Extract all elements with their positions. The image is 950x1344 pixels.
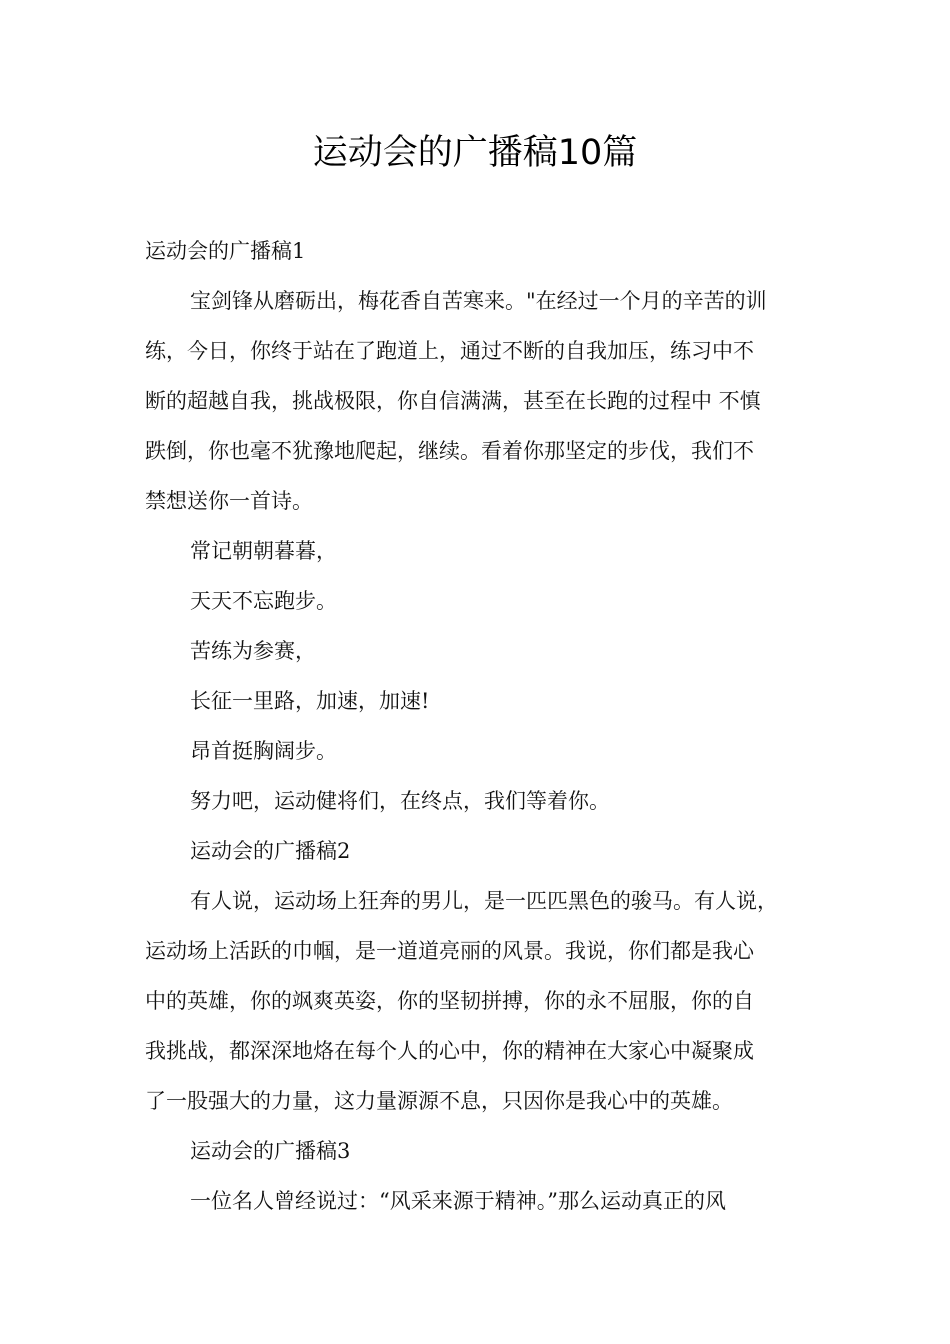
- paragraph-2-line: 有人说，运动场上狂奔的男儿，是一匹匹黑色的骏马。有人说，: [190, 889, 778, 913]
- poem-line: 常记朝朝暮暮，: [190, 539, 337, 563]
- poem-line: 苦练为参赛，: [190, 639, 316, 663]
- paragraph-1-line: 断的超越自我，挑战极限，你自信满满，甚至在长跑的过程中 不慎: [145, 389, 761, 413]
- paragraph-3-line: 一位名人曾经说过：“风采来源于精神。”那么运动真正的风: [190, 1189, 726, 1213]
- poem-line: 长征一里路，加速，加速!: [190, 689, 430, 713]
- paragraph-2-line: 运动场上活跃的巾帼，是一道道亮丽的风景。我说，你们都是我心: [145, 939, 754, 963]
- poem-line: 昂首挺胸阔步。: [190, 739, 337, 763]
- paragraph-2-line: 我挑战，都深深地烙在每个人的心中，你的精神在大家心中凝聚成: [145, 1039, 754, 1063]
- document-title: 运动会的广播稿10篇: [312, 133, 638, 173]
- paragraph-1-line: 跌倒，你也毫不犹豫地爬起，继续。看着你那坚定的步伐，我们不: [145, 439, 754, 463]
- paragraph-2-line: 了一股强大的力量，这力量源源不息，只因你是我心中的英雄。: [145, 1089, 733, 1113]
- paragraph-1-line: 练，今日，你终于站在了跑道上，通过不断的自我加压，练习中不: [145, 339, 754, 363]
- section-heading-3: 运动会的广播稿3: [190, 1139, 351, 1163]
- poem-line: 天天不忘跑步。: [190, 589, 337, 613]
- paragraph-2-line: 中的英雄，你的飒爽英姿，你的坚韧拼搏，你的永不屈服，你的自: [145, 989, 754, 1013]
- paragraph-1-line: 宝剑锋从磨砺出，梅花香自苦寒来。"在经过一个月的辛苦的训: [190, 289, 767, 313]
- section-heading-2: 运动会的广播稿2: [190, 839, 351, 863]
- section-heading-1: 运动会的广播稿1: [145, 239, 306, 263]
- poem-line: 努力吧，运动健将们，在终点，我们等着你。: [190, 789, 610, 813]
- paragraph-1-line: 禁想送你一首诗。: [145, 489, 313, 513]
